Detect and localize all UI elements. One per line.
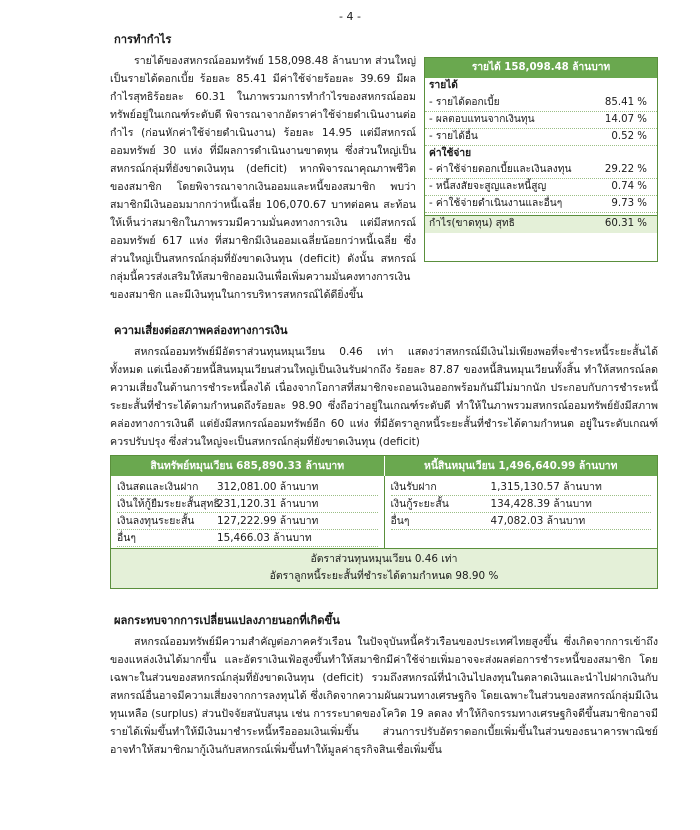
liability-amount: 134,428.39 ล้านบาท	[490, 498, 592, 510]
income-row-value: 14.07 %	[604, 113, 647, 125]
table-row	[391, 513, 652, 530]
expense-row	[425, 162, 657, 179]
liability-amount: 47,082.03 ล้านบาท	[490, 515, 586, 527]
section-heading-external-impact: ผลกระทบจากการเปลี่ยนแปลงภายนอกที่เกิดขึ้น	[114, 614, 340, 627]
working-capital-ratio: อัตราส่วนทุนหมุนเวียน 0.46 เท่า	[310, 553, 458, 565]
table-body	[111, 476, 657, 548]
income-row	[425, 129, 657, 146]
profit-text: รายได้ของสหกรณ์ออมทรัพย์ 158,098.48 ล้านบาท ส่วนใหญ่เป็นรายได้ดอกเบี้ย ร้อยละ 85.41 มีค่าใช้จ่ายร้อยละ 39.69 มีผลกำไรสุทธิร้อยละ 60.31 ในภาพรวมการทำกำไรของสหกรณ์ออมทรัพย์อยู่ในเกณฑ์ระดับดี พิจารณาจากอัตราค่าใช้จ่ายดำเนินงานต่อกำไร (ก่อนหักค่าใช้จ่ายดำเนินงาน) ร้อยละ 14.95 แต่มีสหกรณ์ออมทรัพย์ 30 แห่ง ที่มีผลการดำเนินงานขาดทุน ซึ่งส่วนใหญ่เป็นสหกรณ์กลุ่มที่ยังขาดเงินทุน (deficit) หากพิจารณาคุณภาพชีวิตของสมาชิก โดยพิจารณาจากเงินออมและหนี้ของสมาชิก พบว่า สมาชิกมีเงินออมมากกว่าหนี้เฉลี่ย 106,070.67 บาทต่อคน สะท้อนให้เห็นว่าสมาชิกในภาพรวมมีความมั่นคงทางการเงิน แต่มีสหกรณ์ออมทรัพย์ 617 แห่ง ที่สมาชิกมีเงินออมเฉลี่ยน้อยกว่าหนี้เฉลี่ย ซึ่งส่วนใหญ่เป็นสหกรณ์กลุ่มที่ยังขาดเงินทุน (deficit) ดังนั้น สหกรณ์กลุ่มนี้ควรส่งเสริมให้สมาชิกออมเงินเพื่อเพิ่มความมั่นคงทางการเงินของสมาชิก และมีเงินทุนในการบริหารสหกรณ์ได้ดียิ่งขึ้น	[110, 55, 416, 301]
expense-row	[425, 179, 657, 196]
income-row-label: - รายได้อื่น	[429, 130, 478, 142]
section-paragraph-profit	[110, 52, 416, 301]
liquidity-text: สหกรณ์ออมทรัพย์มีอัตราส่วนทุนหมุนเวียน 0.46 เท่า แสดงว่าสหกรณ์มีเงินไม่เพียงพอที่จะชำระหนี้ระยะสั้นได้ทั้งหมด แต่เนื่องด้วยหนี้สินหมุนเวียนส่วนใหญ่เป็นเงินรับฝากถึง ร้อยละ 87.87 ของหนี้สินหมุนเวียนทั้งสิ้น ทำให้สหกรณ์ลดความเสี่ยงในด้านการชำระหนี้ลงได้ เนื่องจากโอกาสที่สมาชิกจะถอนเงินออกพร้อมกันมีไม่มากนัก ประกอบกับการชำระหนี้ระยะสั้นที่ชำระได้ตามกำหนดถึงร้อยละ 98.90 ซึ่งถือว่าอยู่ในเกณฑ์ระดับดี ทำให้ในภาพรวมสหกรณ์ออมทรัพย์ยังมีสภาพคล่องทางการเงินดี แต่ยังมีสหกรณ์ออมทรัพย์อีก 60 แห่ง ที่มีอัตราลูกหนี้ระยะสั้นที่ชำระได้ตามกำหนด อยู่ในระดับเกณฑ์ควรปรับปรุง ซึ่งส่วนใหญ่จะเป็นสหกรณ์กลุ่มที่ยังขาดเงินทุน (deficit)	[110, 346, 658, 448]
net-profit-row	[425, 215, 657, 233]
table-row	[391, 496, 652, 513]
section-paragraph-liquidity	[110, 343, 658, 453]
asset-label: เงินให้กู้ยืมระยะสั้นสุทธิ	[117, 498, 220, 510]
asset-label: เงินสดและเงินฝาก	[117, 481, 199, 493]
table-row	[117, 530, 378, 547]
expense-heading: ค่าใช้จ่าย	[429, 147, 472, 159]
expense-row-label: - หนี้สงสัยจะสูญและหนี้สูญ	[429, 181, 547, 192]
liability-label: อื่นๆ	[390, 515, 410, 527]
income-heading: รายได้	[429, 80, 458, 91]
table-row	[117, 513, 378, 530]
assets-column	[111, 476, 385, 548]
table-row	[117, 479, 378, 496]
asset-amount: 231,120.31 ล้านบาท	[217, 498, 319, 510]
table-row	[391, 479, 652, 496]
income-row-value: 0.52 %	[611, 130, 647, 142]
table-row	[117, 496, 378, 513]
liabilities-column	[385, 476, 658, 548]
income-row-label: - รายได้ดอกเบี้ย	[429, 96, 500, 108]
income-row	[425, 112, 657, 129]
asset-amount: 312,081.00 ล้านบาท	[217, 481, 319, 493]
table-footer	[111, 548, 657, 588]
net-profit-label: กำไร(ขาดทุน) สุทธิ	[429, 218, 515, 229]
income-summary-box	[424, 57, 658, 262]
asset-amount: 127,222.99 ล้านบาท	[217, 515, 319, 527]
receivable-on-time-ratio: อัตราลูกหนี้ระยะสั้นที่ชำระได้ตามกำหนด 98.90 %	[269, 570, 499, 582]
expense-row-value: 0.74 %	[611, 181, 647, 192]
section-heading-liquidity: ความเสี่ยงต่อสภาพคล่องทางการเงิน	[114, 324, 288, 337]
external-impact-text: สหกรณ์ออมทรัพย์มีความสำคัญต่อภาคครัวเรือน ในปัจจุบันหนี้ครัวเรือนของประเทศไทยสูงขึ้น ซึ่งเกิดจากการเข้าถึงของแหล่งเงินได้มากขึ้น และอัตราเงินเฟ้อสูงขึ้นทำให้สมาชิกมีค่าใช้จ่ายเพิ่มอาจจะส่งผลต่อการชำระหนี้ของสมาชิก โดยเฉพาะในส่วนของสหกรณ์กลุ่มที่ยังขาดเงินทุน (deficit) รวมถึงสหกรณ์ที่นำเงินไปลงทุนในตลาดเงินและนำไปฝากเงินกับสหกรณ์อื่นอาจมีความเสี่ยงจากการลงทุนได้ ซึ่งเกิดจากความผันผวนทางเศรษฐกิจ โดยเฉพาะในส่วนของสหกรณ์กลุ่มมีเงินทุนเหลือ (surplus) ส่วนปัจจัยสนับสนุน เช่น การระบาดของโควิด 19 ลดลง ทำให้กิจกรรมทางเศรษฐกิจดีขึ้นสมาชิกอาจมีรายได้เพิ่มขึ้นทำให้มีเงินมาชำระหนี้หรือออมเงินเพิ่มขึ้น ส่วนการปรับอัตราดอกเบี้ยเพิ่มขึ้นในส่วนของธนาคารพาณิชย์ อาจทำให้สมาชิกมากู้เงินกับสหกรณ์เพิ่มขึ้นทำให้มูลค่าธุรกิจสินเชื่อเพิ่มขึ้น	[110, 636, 658, 756]
page-number: - 4 -	[339, 10, 361, 23]
expense-row-value: 29.22 %	[604, 164, 647, 175]
assets-title: สินทรัพย์หมุนเวียน 685,890.33 ล้านบาท	[111, 456, 385, 476]
expense-row-value: 9.73 %	[611, 198, 647, 209]
asset-amount: 15,466.03 ล้านบาท	[217, 532, 312, 544]
expense-row	[425, 196, 657, 213]
income-row-value: 85.41 %	[604, 96, 647, 108]
asset-label: อื่นๆ	[117, 532, 136, 544]
table-header	[111, 456, 657, 476]
liability-amount: 1,315,130.57 ล้านบาท	[490, 481, 602, 493]
income-box-title: รายได้ 158,098.48 ล้านบาท	[425, 58, 657, 78]
liability-label: เงินรับฝาก	[390, 481, 437, 493]
current-assets-liabilities-table	[110, 455, 658, 589]
asset-label: เงินลงทุนระยะสั้น	[117, 515, 195, 527]
net-profit-value: 60.31 %	[604, 218, 647, 229]
income-row	[425, 95, 657, 112]
expense-row-label: - ค่าใช้จ่ายดำเนินงานและอื่นๆ	[429, 198, 563, 209]
expense-row-label: - ค่าใช้จ่ายดอกเบี้ยและเงินลงทุน	[429, 164, 572, 175]
section-heading-profit: การทำกำไร	[114, 33, 172, 46]
section-paragraph-external-impact	[110, 633, 658, 823]
liability-label: เงินกู้ระยะสั้น	[390, 498, 449, 510]
liabilities-title: หนี้สินหมุนเวียน 1,496,640.99 ล้านบาท	[423, 460, 618, 472]
income-row-label: - ผลตอบแทนจากเงินทุน	[429, 113, 535, 125]
